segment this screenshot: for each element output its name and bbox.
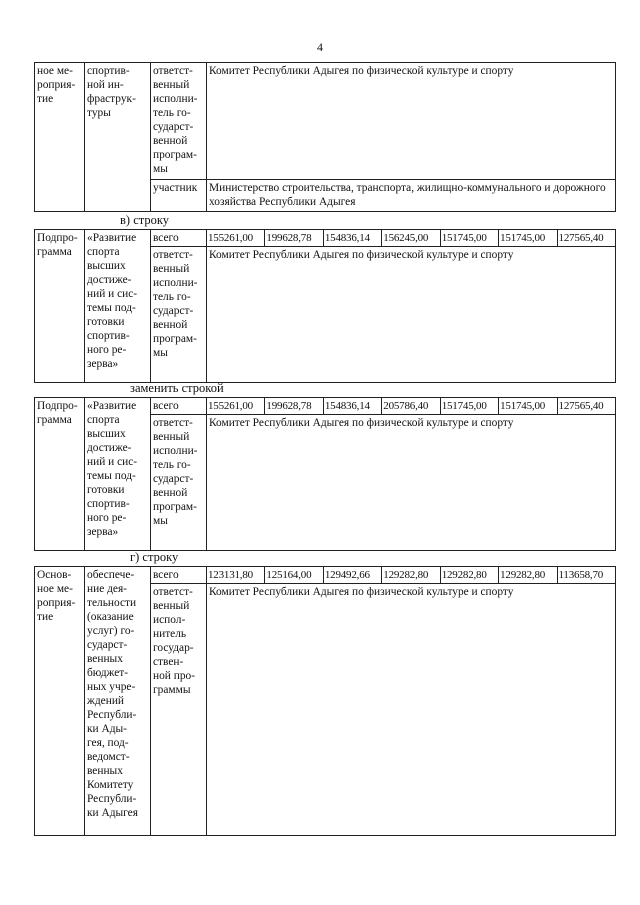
responsible-org-cell: Комитет Республики Адыгея по физической культуре и спорту <box>207 584 616 836</box>
event-type-cell: ное ме- роприя- тие <box>35 63 85 212</box>
table-main-event <box>34 566 616 836</box>
section-label-g: г) строку <box>130 550 179 564</box>
subprogram-name-cell: «Развитие спорта высших достиже- ний и сис- темы под- готовки спортив- ного ре- зерва» <box>85 230 151 383</box>
subprogram-type-cell: Подпро- грамма <box>35 398 85 551</box>
value-cell: 125164,00 <box>265 567 323 584</box>
value-cell: 129282,80 <box>440 567 498 584</box>
value-cell: 151745,00 <box>499 230 557 247</box>
table-subprogram-old <box>34 229 616 383</box>
subprogram-type-cell: Подпро- грамма <box>35 230 85 383</box>
value-cell: 113658,70 <box>557 567 615 584</box>
value-cell: 151745,00 <box>440 398 498 415</box>
participant-role-cell: участник <box>151 180 207 212</box>
responsible-role-cell: ответст- венный исполни- тель го- сударст- венной програм- мы <box>151 415 207 551</box>
total-label-cell: всего <box>151 230 207 247</box>
section-label-replace: заменить строкой <box>130 381 224 395</box>
table-sport-infrastructure <box>34 62 616 212</box>
responsible-role-cell: ответст- венный испол- нитель государ- ствен- ной про- граммы <box>151 584 207 836</box>
responsible-role-cell: ответст- венный исполни- тель го- сударст- венной програм- мы <box>151 247 207 383</box>
responsible-role-cell: ответст- венный исполни- тель го- сударст- венной програм- мы <box>151 63 207 180</box>
value-cell: 199628,78 <box>265 230 323 247</box>
value-cell: 129282,80 <box>499 567 557 584</box>
responsible-org-cell: Комитет Республики Адыгея по физической культуре и спорту <box>207 63 616 180</box>
value-cell: 129492,66 <box>323 567 381 584</box>
value-cell: 155261,00 <box>207 230 265 247</box>
responsible-org-cell: Комитет Республики Адыгея по физической культуре и спорту <box>207 415 616 551</box>
participant-org-cell: Министерство строительства, транспорта, жилищно-коммунального и дорожного хозяйства Республики Адыгея <box>207 180 616 212</box>
event-type-cell: Основ- ное ме- роприя- тие <box>35 567 85 836</box>
value-cell: 205786,40 <box>382 398 440 415</box>
page-number: 4 <box>317 40 323 54</box>
value-cell: 199628,78 <box>265 398 323 415</box>
value-cell: 123131,80 <box>207 567 265 584</box>
value-cell: 151745,00 <box>499 398 557 415</box>
value-cell: 127565,40 <box>557 398 615 415</box>
total-label-cell: всего <box>151 567 207 584</box>
responsible-org-cell: Комитет Республики Адыгея по физической культуре и спорту <box>207 247 616 383</box>
section-label-b: в) строку <box>120 213 169 227</box>
event-name-cell: спортив- ной ин- фраструк- туры <box>85 63 151 212</box>
value-cell: 129282,80 <box>382 567 440 584</box>
table-subprogram-new <box>34 397 616 551</box>
value-cell: 127565,40 <box>557 230 615 247</box>
value-cell: 156245,00 <box>382 230 440 247</box>
value-cell: 154836,14 <box>323 398 381 415</box>
event-name-cell: обеспече- ние дея- тельности (оказание услуг) го- сударст- венных бюджет- ных учре- ждений Республи- ки Ады- гея, под- ведомст- венных Комитету Республи- ки Адыгея <box>85 567 151 836</box>
value-cell: 155261,00 <box>207 398 265 415</box>
total-label-cell: всего <box>151 398 207 415</box>
subprogram-name-cell: «Развитие спорта высших достиже- ний и сис- темы под- готовки спортив- ного ре- зерва» <box>85 398 151 551</box>
value-cell: 151745,00 <box>440 230 498 247</box>
value-cell: 154836,14 <box>323 230 381 247</box>
